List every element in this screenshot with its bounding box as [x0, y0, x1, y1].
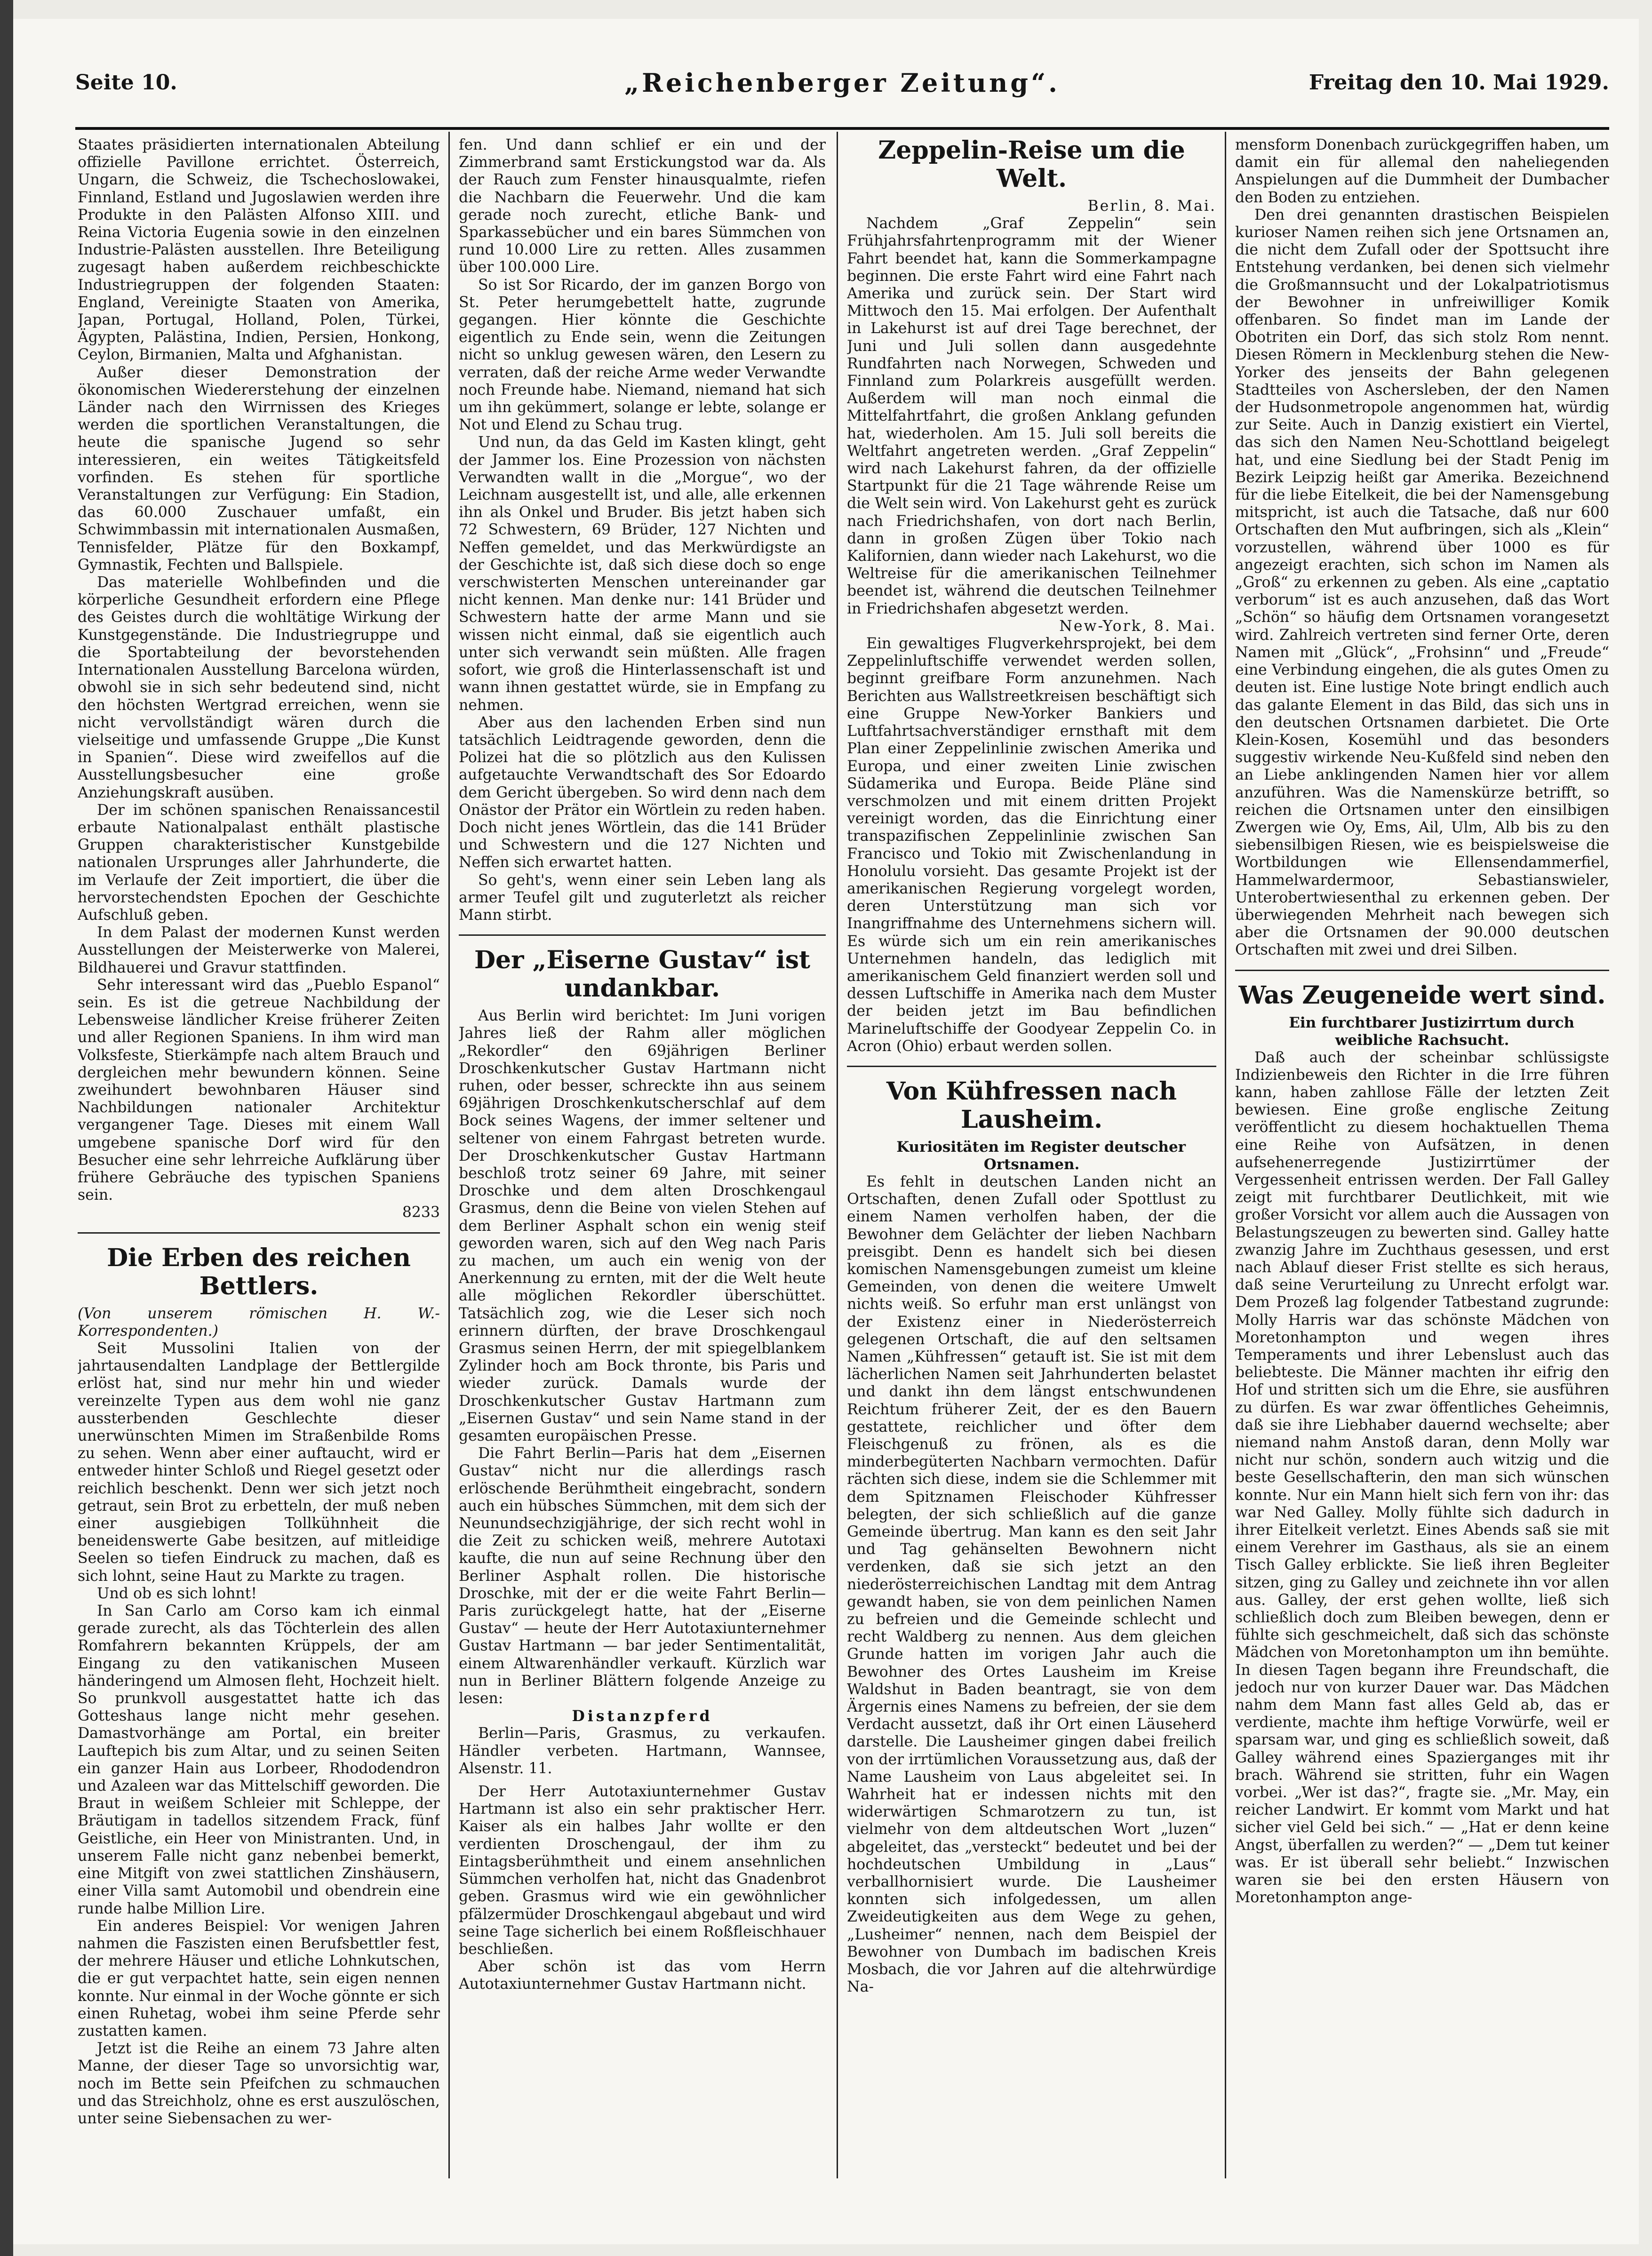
paragraph: Aus Berlin wird berichtet: Im Juni vorigen Jahres ließ der Rahm aller möglichen „Rekordler“ den 69jährigen Berliner Droschkenkutscher Gustav Hartmann nicht ruhen, oder besser, schreckte ihn aus seinem 69jährigen Droschkenkutscherschlaf auf dem Bock seines Wagens, der immer seltener und seltener von einem Fahrgast betreten wurde. Der Droschkenkutscher Gustav Hartmann beschloß trotz seiner 69 Jahre, mit seiner Droschke und dem alten Droschkengaul Grasmus, denn die Beine von vielen Stehen auf dem Berliner Asphalt schon ein wenig steif geworden waren, sich auf den Weg nach Paris zu machen, um auch ein wenig von der Anerkennung zu ernten, mit der die Welt heute alle möglichen Rekordler überschüttet. Tatsächlich zog, wie die Leser sich noch erinnern dürften, der brave Droschkengaul Grasmus seinen Herrn, der mit spiegelblankem Zylinder hoch am Bock thronte, bis Paris und wieder zurück. Damals wurde der Droschkenkutscher Gustav Hartmann zum „Eisernen Gustav“ und sein Name stand in der gesamten europäischen Presse. — [459, 1007, 826, 1445]
paragraph: Und ob es sich lohnt! — [96, 1585, 257, 1602]
paragraph: So geht's, wenn einer sein Leben lang als armer Teufel gilt und zuguterletzt als reicher Mann stirbt. — [459, 871, 826, 924]
paragraph: Der im schönen spanischen Renaissancestil erbaute Nationalpalast enthält plastische Gruppen charakteristischer Kunstgebilde nationalen Ursprunges aller Jahrhunderte, die im Verlaufe der Zeit importiert, die über die hervorstechendsten Epochen der Geschichte Aufschluß geben. — [78, 801, 440, 924]
paragraph: Sehr interessant wird das „Pueblo Espanol“ sein. Es ist die getreue Nachbildung der Lebensweise ländlicher Kreise früherer Zeiten und aller Regionen Spaniens. In ihm wird man Volksfeste, Stierkämpfe nach altem Brauch und dergleichen mehr bewundern können. Seine zweihundert bewohnbaren Häuser sind Nachbildungen nationaler Architektur vergangener Tage. Dieses mit einem Wall umgebene spanische Dorf wird für den Besucher eine sehr lehrreiche Aufklärung über frühere Gebräuche des typischen Spaniens sein. — [78, 976, 440, 1204]
article-code: 8233 — [402, 1204, 440, 1221]
byline: (Von unserem römischen H. W.-Korrespondenten.) — [78, 1305, 440, 1339]
column-3 — [847, 136, 1216, 2174]
page-number: Seite 10. — [75, 71, 177, 95]
column-rule — [1225, 132, 1226, 2178]
column-2 — [459, 136, 826, 2174]
headline-zeppelin: Zeppelin-Reise um die Welt. — [878, 136, 1185, 193]
paragraph: Seit Mussolini Italien von der jahrtausendalten Landplage der Bettlergilde erlöst hat, sind nur mehr hin und wieder vereinzelte Typen aus dem wohl nie ganz aussterbenden Geschlechte dieser unerwünschten Mimen im Straßenbilde Roms zu sehen. Wenn aber einer auftaucht, wird er entweder hinter Schloß und Riegel gesetzt oder reichlich beschenkt. Denn wer sich jetzt noch getraut, sein Brot zu erbetteln, der muß neben einer ausgiebigen Tollkühnheit die beneidenswerte Gabe besitzen, auf mitleidige Seelen so tiefen Eindruck zu machen, daß es sich lohnt, seine Haut zu Markte zu tragen. — [78, 1340, 440, 1585]
paragraph: In dem Palast der modernen Kunst werden Ausstellungen der Meisterwerke von Malerei, Bildhauerei und Gravur stattfinden. — [78, 924, 440, 976]
header-rule — [75, 127, 1609, 130]
paragraph: fen. Und dann schlief er ein und der Zimmerbrand samt Erstickungstod war da. Als der Rauch zum Fenster hinausqualmte, riefen die Nachbarn die Feuerwehr. Und die kam gerade noch zurecht, etliche Bank- und Sparkassebücher und ein bares Sümmchen von rund 10.000 Lire zu retten. Alles zusammen über 100.000 Lire. — [459, 136, 826, 276]
paragraph: Ein gewaltiges Flugverkehrsprojekt, bei dem Zeppelinluftschiffe verwendet werden sollen, beginnt greifbare Form anzunehmen. Nach Berichten aus Wallstreetkreisen beschäftigt sich eine Gruppe New-Yorker Bankiers und Luftfahrtsachverständiger ernsthaft mit dem Plan einer Zeppelinlinie zwischen Amerika und Europa, und einer zweiten Linie zwischen Südamerika und Europa. Beide Pläne sind verschmolzen und mit einem dritten Projekt vereinigt worden, das die Einrichtung einer transpazifischen Zeppelinlinie zwischen San Francisco und Tokio mit Zwischenlandung in Honolulu vorsieht. Das gesamte Projekt ist der amerikanischen Regierung vorgelegt worden, deren Unterstützung man sich vor Inangriffnahme des Unternehmens sichern will. Es würde sich um ein rein amerikanisches Unternehmen handeln, das lediglich mit amerikanischem Geld finanziert werden soll und dessen Luftschiffe in Amerika nach dem Muster der beiden jetzt im Bau befindlichen Marineluftschiffe der Goodyear Zeppelin Co. in Acron (Ohio) erbaut werden sollen. — [847, 635, 1216, 1055]
column-1 — [78, 136, 440, 2174]
section-rule — [1235, 970, 1609, 971]
paragraph: Jetzt ist die Reihe an einem 73 Jahre alten Manne, der dieser Tage so unvorsichtig war, noch im Bette sein Pfeifchen zu schmauchen und das Streichholz, ohne es erst auszulöschen, unter seine Siebensachen zu wer- — [78, 2040, 440, 2127]
dateline: New-York, 8. Mai. — [1059, 617, 1216, 635]
paragraph: Und nun, da das Geld im Kasten klingt, geht der Jammer los. Eine Prozession von nächsten Verwandten wallt in die „Morgue“, wo der Leichnam ausgestellt ist, und alle, alle erkennen ihn als Onkel und Bruder. Bis jetzt haben sich 72 Schwestern, 69 Brüder, 127 Nichten und Neffen gemeldet, und das Merkwürdigste an der Geschichte ist, daß sich diese doch so enge verschwisterten Menschen untereinander gar nicht kennen. Man denke nur: 141 Brüder und Schwestern hatte der arme Mann und sie wissen nicht einmal, daß sie eigentlich auch unter sich verwandt sein müßten. Alle fragen sofort, wie groß die Hinterlassenschaft ist und wann ihnen gestattet würde, sie in Empfang zu nehmen. — [459, 434, 826, 714]
column-4 — [1235, 136, 1609, 2174]
column-rule — [837, 132, 838, 2178]
headline-zeugeneide: Was Zeugeneide wert sind. — [1238, 981, 1606, 1010]
paragraph: Aber aus den lachenden Erben sind nun tatsächlich Leidtragende geworden, denn die Polizei hat die so plötzlich aus den Kulissen aufgetauchte Verwandtschaft des Sor Edoardo dem Gericht übergeben. So wird denn nach dem Onästor der Prätor ein Wörtlein zu reden haben. Doch nicht jenes Wörtlein, das die 141 Brüder und Schwestern und die 127 Nichten und Neffen sich erwartet hatten. — [459, 714, 826, 871]
subheadline: Kuriositäten im Register deutscher Ortsnamen. — [896, 1138, 1186, 1173]
section-rule — [459, 934, 826, 936]
headline-bettler: Die Erben des reichen Bettlers. — [107, 1243, 411, 1300]
paragraph: Den drei genannten drastischen Beispielen kurioser Namen reihen sich jene Ortsnamen an, die nicht dem Zufall oder der Spottsucht ihre Entstehung verdanken, bei denen sich vielmehr die Großmannsucht und der Lokalpatriotismus der Bewohner in unfreiwilliger Komik offenbaren. So findet man im Lande der Obotriten ein Dorf, das sich stolz Rom nennt. Diesen Römern in Mecklenburg stehen die New-Yorker des jenseits der Bahn gelegenen Stadtteiles von Aschersleben, der den Namen der Hudsonmetropole angenommen hat, würdig zur Seite. Auch in Danzig existiert ein Viertel, das sich den Namen Neu-Schottland beigelegt hat, und eine Siedlung bei der Stadt Penig im Bezirk Leipzig heißt gar Amerika. Bezeichnend für die liebe Eitelkeit, die bei der Namensgebung mitspricht, ist auch die Tatsache, daß nur 600 Ortschaften den Mut aufbringen, sich als „Klein“ vorzustellen, während über 1000 es für angezeigt erachten, sich schon im Namen als „Groß“ zu erkennen zu geben. Als eine „captatio verborum“ ist es auch anzusehen, daß das Wort „Schön“ so häufig dem Ortsnamen vorangesetzt wird. Zahlreich vertreten sind ferner Orte, deren Namen mit „Glück“, „Frohsinn“ und „Freude“ eine Verbindung eingehen, die als gutes Omen zu deuten ist. Eine lustige Note bringt endlich auch das galante Element in das Bild, das sich uns in den deutschen Ortsnamen darbietet. Die Orte Klein-Kosen, Kosemühl und das besonders suggestiv wirkende Neu-Kußfeld sind neben den an Liebe anklingenden Namen hier vor allem anzuführen. Was die Namenskürze betrifft, so reichen die Ortsnamen unter den einsilbigen Zwergen wie Oy, Ems, Ail, Ulm, Alb bis zu den siebensilbigen Riesen, wie es beispielsweise die Wortbildungen wie Ellensendammerfiel, Hammelwardermoor, Sebastianswieler, Unterobertwiesenthal zu erkennen geben. Der überwiegenden Mehrheit nach bewegen sich aber die Ortsnamen der 90.000 deutschen Ortschaften mit zwei und drei Silben. — [1235, 206, 1609, 959]
headline-eiserne-gustav: Der „Eiserne Gustav“ ist undankbar. — [474, 946, 811, 1003]
paragraph: mensform Donenbach zurückgegriffen haben, um damit ein für allemal den naheliegenden Anspielungen auf die Dummheit der Dumbacher den Boden zu entziehen. — [1235, 136, 1609, 206]
column-rule — [448, 132, 450, 2178]
paragraph: Ein anderes Beispiel: Vor wenigen Jahren nahmen die Faszisten einen Berufsbettler fest, der mehrere Häuser und etliche Lohnkutschen, die er gut verpachtet hatte, sein eigen nennen konnte. Nur einmal in der Woche gönnte er sich einen Ruhetag, wobei ihm seine Pferde sehr zustatten kamen. — [78, 1917, 440, 2040]
paragraph: Die Fahrt Berlin—Paris hat dem „Eisernen Gustav“ nicht nur die allerdings rasch erlöschende Berühmtheit eingebracht, sondern auch ein hübsches Sümmchen, mit dem sich der Neunundsechzigjährige, der sich recht wohl in die Zeit zu schicken weiß, mehrere Autotaxi kaufte, die nun auf seine Rechnung über den Berliner Asphalt rollen. Die historische Droschke, mit der er die weite Fahrt Berlin—Paris zurückgelegt hatte, hat der „Eiserne Gustav“ — heute der Herr Autotaxiunternehmer Gustav Hartmann — bar jeder Sentimentalität, einem Altwarenhändler verkauft. Kürzlich war nun in Berliner Blättern folgende Anzeige zu lesen: — [459, 1445, 826, 1707]
paragraph: Staates präsidierten internationalen Abteilung offizielle Pavillone errichtet. Österreich, Ungarn, die Schweiz, die Tschechoslowakei, Finnland, Estland und Jugoslawien werden ihre Produkte in den Palästen Alfonso XIII. und Reina Victoria Eugenia sowie in den einzelnen Industrie-Palästen ausstellen. Ihre Beteiligung zugesagt haben außerdem reichbeschickte Industriegruppen der folgenden Staaten: England, Vereinigte Staaten von Amerika, Japan, Portugal, Holland, Polen, Türkei, Ägypten, Palästina, Indien, Persien, Honkong, Ceylon, Birmanien, Malta und Afghanistan. — [78, 136, 440, 364]
issue-date: Freitag den 10. Mai 1929. — [1309, 71, 1609, 95]
page-header — [75, 68, 1609, 108]
dateline: Berlin, 8. Mai. — [1087, 198, 1216, 215]
paragraph: Daß auch der scheinbar schlüssigste Indizienbeweis den Richter in die Irre führen kann, haben zahllose Fälle der letzten Zeit bewiesen. Eine große englische Zeitung veröffentlicht zu diesem hochaktuellen Thema eine Reihe von Aufsätzen, in denen aufsehenerregende Justizirrtümer der Vergessenheit entrissen werden. Der Fall Galley zeigt mit furchtbarer Deutlichkeit, mit wie großer Vorsicht vor allem auch die Aussagen von Belastungszeugen zu bewerten sind. Galley hatte zwanzig Jahre im Zuchthaus gesessen, und erst nach Ablauf dieser Frist stellte es sich heraus, daß seine Verurteilung zu Unrecht erfolgt war. Dem Prozeß lag folgender Tatbestand zugrunde: Molly Harris war das schönste Mädchen von Moretonhampton und wegen ihres Temperaments und ihrer Lebenslust auch das beliebteste. Die Männer machten ihr eifrig den Hof und stritten sich um die Ehre, sie ausführen zu dürfen. Es war zwar öffentliches Geheimnis, daß sie ihre Liebhaber dauernd wechselte; aber niemand nahm Anstoß daran, denn Molly war nicht nur schön, sondern auch witzig und die beste Gesellschafterin, den man sich wünschen konnte. Nur ein Mann hielt sich fern von ihr: das war Ned Galley. Molly fühlte sich dadurch in ihrer Eitelkeit verletzt. Eines Abends saß sie mit einem Verehrer im Gasthaus, als sie an einem Tisch Galley erblickte. Sie ließ ihren Begleiter sitzen, ging zu Galley und zeichnete ihn vor allen aus. Galley, der erst gehen wollte, ließ sich schließlich doch zum Bleiben bewegen, denn er fühlte sich geschmeichelt, daß sich das schönste Mädchen von Moretonhampton um ihn bemühte. In diesen Tagen begann ihre Freundschaft, die jedoch nur von kurzer Dauer war. Das Mädchen nahm dem Mann fast alles Geld ab, das er verdiente, machte ihm heftige Vorwürfe, weil er sparsam war, und ging es schließlich soweit, daß Galley während eines Spazierganges mit ihr brach. Während sie stritten, fuhr ein Wagen vorbei. „Wer ist das?“, fragte sie. „Mr. May, ein reicher Landwirt. Er kommt vom Markt und hat sicher viel Geld bei sich.“ — „Hat er denn keine Angst, überfallen zu werden?“ — „Dem tut keiner was. Er ist überall sehr beliebt.“ Inzwischen waren sie bei den ersten Häusern von Moretonhampton ange- — [1235, 1049, 1609, 1906]
paragraph: Außer dieser Demonstration der ökonomischen Wiedererstehung der einzelnen Länder nach den Wirrnissen des Krieges werden die sportlichen Veranstaltungen, die heute die spanische Jugend so sehr interessieren, ein weites Tätigkeitsfeld vorfinden. Es stehen für sportliche Veranstaltungen zur Verfügung: Ein Stadion, das 60.000 Zuschauer umfaßt, ein Schwimmbassin mit internationalen Ausmaßen, Tennisfelder, Plätze für den Boxkampf, Gymnastik, Fechten und Ballspiele. — [78, 364, 440, 574]
ad-title: Distanzpferd — [572, 1707, 713, 1725]
paragraph: Das materielle Wohlbefinden und die körperliche Gesundheit erfordern eine Pflege des Geistes durch die wohltätige Wirkung der Kunstgegenstände. Die Industriegruppe und die Sportabteilung der bevorstehenden Internationalen Ausstellung Barcelona würden, obwohl sie in sich sehr bedeutend sind, nicht den höchsten Wertgrad erreichen, wenn sie nicht vervollständigt wären durch die vielseitige und umfassende Gruppe „Die Kunst in Spanien“. Diese wird zweifellos auf die Ausstellungsbesucher eine große Anziehungskraft ausüben. — [78, 574, 440, 801]
paragraph: Der Herr Autotaxiunternehmer Gustav Hartmann ist also ein sehr praktischer Herr. Kaiser als ein halbes Jahr wollte er den verdienten Droschengaul, der ihm zu Eintagsberühmtheit und einem ansehnlichen Sümmchen verholfen hat, nicht das Gnadenbrot geben. Grasmus wird wie ein gewöhnlicher pfälzermüder Droschkengaul abgebaut und wird seine Tage sicherlich bei einem Roßfleischhauer beschließen. — [459, 1783, 826, 1958]
paragraph: Aber schön ist das vom Herrn Autotaxiunternehmer Gustav Hartmann nicht. — [459, 1958, 826, 1993]
paragraph: In San Carlo am Corso kam ich einmal gerade zurecht, als das Töchterlein des allen Romfahrern bekannten Krüppels, der am Eingang zu den vatikanischen Museen händeringend um Almosen fleht, Hochzeit hielt. So prunkvoll ausgestattet hatte ich das Gotteshaus lange nicht mehr gesehen. Damastvorhänge am Portal, ein breiter Lauftepich bis zum Altar, und zu seinen Seiten ein ganzer Hain aus Lorbeer, Rhododendron und Azaleen war das Mittelschiff geworden. Die Braut in weißem Schleier mit Schleppe, der Bräutigam in tadellos sitzendem Frack, fünf Geistliche, ein Heer von Ministranten. Und, in unserem Falle nicht ganz nebenbei bemerkt, eine Mitgift von zwei stattlichen Zinshäusern, einer Villa samt Automobil und obendrein eine runde halbe Million Lire. — [78, 1602, 440, 1917]
newspaper-title: „Reichenberger Zeitung“. — [624, 68, 1060, 98]
scan-edge — [0, 0, 13, 2256]
ad-text: Berlin—Paris, Grasmus, zu verkaufen. Händler verbeten. Hartmann, Wannsee, Alsenstr. 11. — [459, 1725, 826, 1777]
section-rule — [847, 1066, 1216, 1067]
paragraph: Es fehlt in deutschen Landen nicht an Ortschaften, denen Zufall oder Spottlust zu einem Namen verholfen haben, der die Bewohner dem Gelächter der lieben Nachbarn preisgibt. Denn es handelt sich bei diesen komischen Namensgebungen zumeist um kleine Gemeinden, von denen die weitere Umwelt nichts weiß. So erfuhr man erst unlängst von der Existenz einer in Niederösterreich gelegenen Ortschaft, die auf den seltsamen Namen „Kühfressen“ getauft ist. Sie ist mit dem lächerlichen Namen seit Jahrhunderten belastet und dankt ihn dem längst entschwundenen Reichtum früherer Zeit, der es den Bauern gestattete, reichlicher und öfter dem Fleischgenuß zu frönen, als es die minderbegüterten Nachbarn vermochten. Dafür rächten sich diese, indem sie die Schlemmer mit dem Spitznamen Fleischoder Kühfresser belegten, der sich schließlich auf die ganze Gemeinde übertrug. Man kann es den seit Jahr und Tag gehänselten Bewohnern nicht verdenken, daß sie sich jetzt an den niederösterreichischen Landtag mit dem Antrag gewandt haben, sie von dem peinlichen Namen zu befreien und die Gemeinde schlecht und recht Waldberg zu nennen. Aus dem gleichen Grunde hatten im vorigen Jahr auch die Bewohner des Ortes Lausheim im Kreise Waldshut in Baden beantragt, sie von dem Ärgernis eines Namens zu befreien, der sie dem Verdacht aussetzt, daß ihr Ort einen Läuseherd darstelle. Die Lausheimer gingen dabei freilich von der irrtümlichen Voraussetzung aus, daß der Name Lausheim von Laus abgeleitet sei. In Wahrheit hat er indessen nichts mit den widerwärtigen Schmarotzern zu tun, ist vielmehr von dem altdeutschen Wort „luzen“ abgeleitet, das „versteckt“ bedeutet und bei der hochdeutschen Umbildung in „Laus“ verballhornisiert wurde. Die Lausheimer konnten sich infolgedessen, um allen Zweideutigkeiten aus dem Wege zu gehen, „Lusheimer“ nennen, nach dem Beispiel der Bewohner von Dumbach im badischen Kreis Mosbach, die vor Jahren auf die altehrwürdige Na- — [847, 1173, 1216, 1996]
paragraph: So ist Sor Ricardo, der im ganzen Borgo von St. Peter herumgebettelt hatte, zugrunde gegangen. Hier könnte die Geschichte eigentlich zu Ende sein, wenn die Zeitungen nicht so unklug gewesen wären, den Lesern zu verraten, daß der reiche Arme weder Verwandte noch Freunde habe. Niemand, niemand hat sich um ihn gekümmert, solange er lebte, solange er Not und Elend zu Schau trug. — [459, 276, 826, 434]
paragraph: Nachdem „Graf Zeppelin“ sein Frühjahrsfahrtenprogramm mit der Wiener Fahrt beendet hat, kann die Sommerkampagne beginnen. Die erste Fahrt wird eine Fahrt nach Amerika und zurück sein. Der Start wird Mittwoch den 15. Mai erfolgen. Der Aufenthalt in Lakehurst ist auf drei Tage berechnet, der Juni und Juli sollen dann ausgedehnte Rundfahrten nach Norwegen, Schweden und Finnland zum Polarkreis ausgefüllt werden. Außerdem will man noch einmal die Mittelfahrtfahrt, die großen Anklang gefunden hat, wiederholen. Am 15. Juli soll bereits die Weltfahrt angetreten werden. „Graf Zeppelin“ wird nach Lakehurst fahren, da der offizielle Startpunkt für die 21 Tage währende Reise um die Welt sein wird. Von Lakehurst geht es zurück nach Friedrichshafen, von dort nach Berlin, dann in großen Zügen über Tokio nach Kalifornien, dann wieder nach Lakehurst, wo die Weltreise für die amerikanischen Teilnehmer beendet ist, während die deutschen Teilnehmer in Friedrichshafen abgesetzt werden. — [847, 215, 1216, 617]
section-rule — [78, 1232, 440, 1234]
headline-kuehfressen: Von Kühfressen nach Lausheim. — [886, 1076, 1177, 1134]
subheadline: Ein furchtbarer Justizirrtum durch weibliche Rachsucht. — [1289, 1014, 1575, 1049]
